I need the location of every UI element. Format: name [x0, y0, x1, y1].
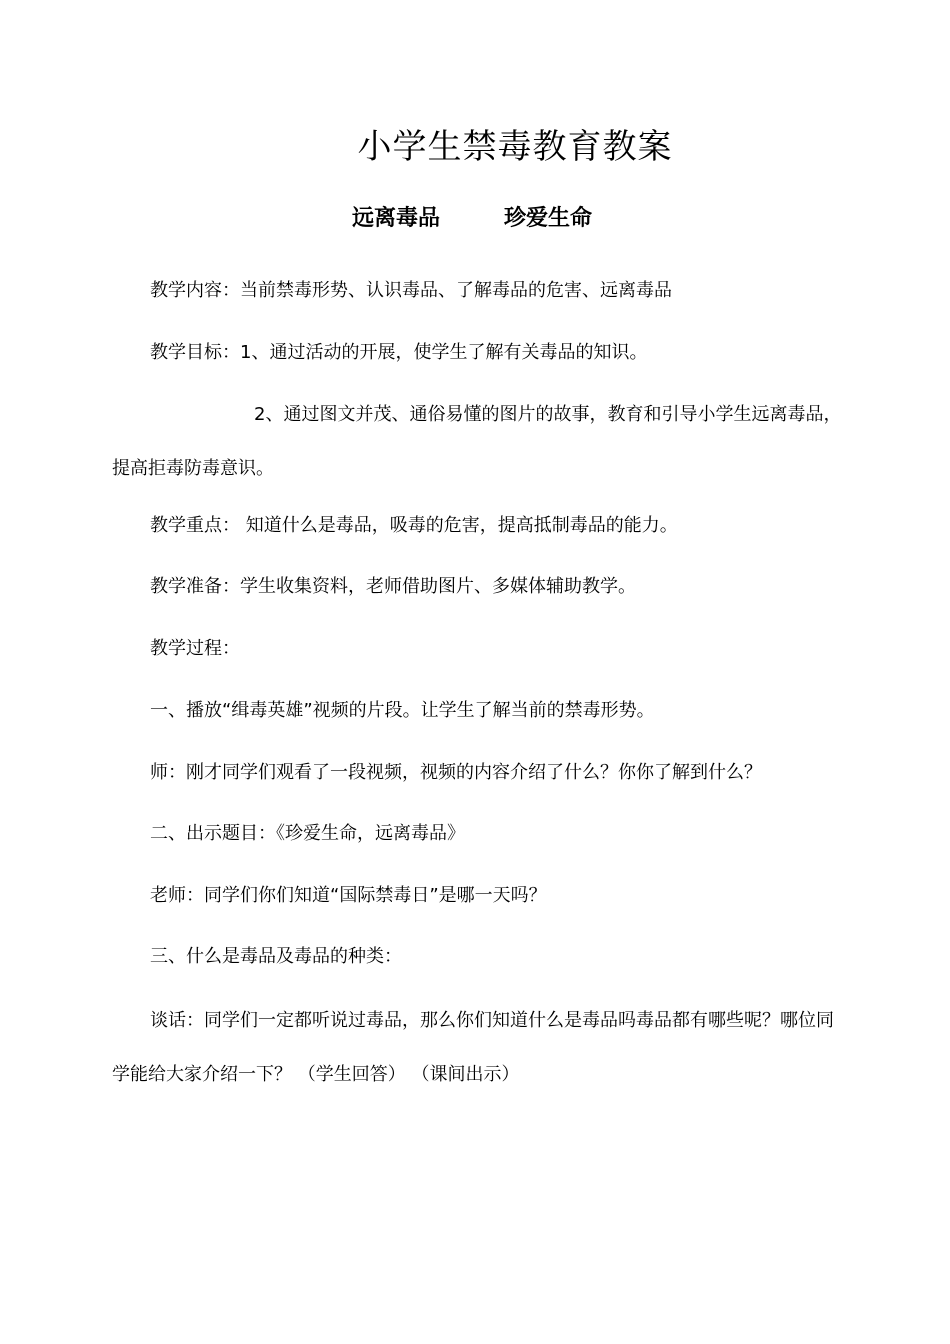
paragraph-step-1: 一、播放“缉毒英雄”视频的片段。让学生了解当前的禁毒形势。	[150, 700, 655, 721]
paragraph-teacher-question-1: 师：刚才同学们观看了一段视频，视频的内容介绍了什么？你你了解到什么？	[150, 762, 762, 783]
paragraph-step-3: 三、什么是毒品及毒品的种类：	[150, 946, 402, 967]
paragraph-process: 教学过程：	[150, 638, 240, 659]
paragraph-preparation: 教学准备：学生收集资料，老师借助图片、多媒体辅助教学。	[150, 576, 636, 597]
paragraph-objective-2: 2、通过图文并茂、通俗易懂的图片的故事，教育和引导小学生远离毒品，提高拒毒防毒意识。	[112, 404, 842, 479]
paragraph-objective-1: 教学目标：1、通过活动的开展，使学生了解有关毒品的知识。	[150, 342, 648, 363]
document-subtitle	[352, 202, 592, 236]
subtitle-left: 远离毒品	[352, 206, 441, 231]
paragraph-content: 教学内容：当前禁毒形势、认识毒品、了解毒品的危害、远离毒品	[150, 280, 672, 301]
paragraph-teacher-question-2: 老师：同学们你们知道“国际禁毒日”是哪一天吗？	[150, 885, 547, 906]
subtitle-right: 珍爱生命	[504, 206, 593, 231]
paragraph-step-2: 二、出示题目：《珍爱生命，远离毒品》	[150, 823, 465, 844]
paragraph-focus: 教学重点： 知道什么是毒品，吸毒的危害，提高抵制毒品的能力。	[150, 515, 678, 536]
document-title: 小学生禁毒教育教案	[357, 127, 673, 167]
paragraph-talk: 谈话：同学们一定都听说过毒品，那么你们知道什么是毒品吗毒品都有哪些呢？哪位同学能给大家介绍一下？ （学生回答） （课间出示）	[112, 1010, 834, 1085]
